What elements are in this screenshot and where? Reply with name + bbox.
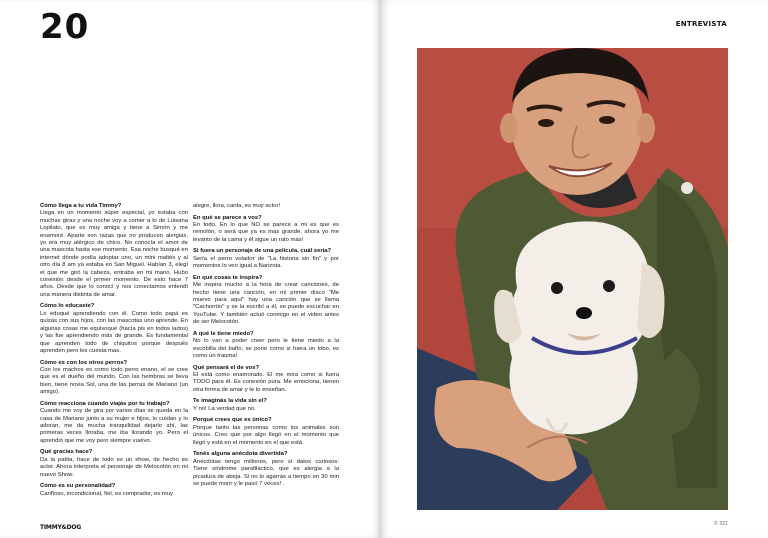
interview-column-1 bbox=[40, 203, 188, 502]
portrait-illustration bbox=[417, 48, 728, 510]
interview-answer: Me inspira mucho a la hora de crear canciones, de hecho tiene una canción, en mi primer disco "Me muevo para aquí" hay una canción que se llama "Cachorrito" y se la escribí a él, se puede escuchar en YouTube. Y también actuó conmigo en el video antes de ser Melocotón. bbox=[193, 282, 339, 326]
interview-item bbox=[193, 398, 339, 413]
portrait-photo bbox=[417, 48, 728, 510]
interview-question: Qué gracias hace? bbox=[40, 449, 93, 456]
interview-item bbox=[193, 365, 339, 395]
jacket-button bbox=[681, 182, 693, 194]
interview-item bbox=[193, 275, 339, 327]
interview-answer: El está como enamorado. El me mira como si fuera TODO para él. Es conexión pura. Me emociona, tienen otra forma de amar y te lo enseñan. bbox=[193, 372, 339, 393]
interview-question: Si fuera un personaje de una película, cuál sería? bbox=[193, 248, 332, 255]
interview-question: En qué cosas te inspira? bbox=[193, 274, 263, 281]
interview-question: Cómo reacciona cuando viajás por tu trabajo? bbox=[40, 400, 170, 407]
interview-item bbox=[193, 331, 339, 361]
interview-item bbox=[40, 483, 188, 498]
interview-answer: No lo van a poder creer pero le tiene miedo a la escobilla del baño, se pone como si fuera un lobo, es como un trauma! bbox=[193, 338, 339, 360]
interview-item bbox=[40, 303, 188, 355]
interview-answer: Cuando me voy de gira por varios días se queda en la casa de Mariano junto a su mujer e hijos, lo cuidan y lo adoran, me da mucha tranquilidad dejarlo ahí, las primeras veces lloraba, me iba llorando yo. Pero el aprendió que me voy pero siempre vuelvo. bbox=[40, 408, 188, 444]
interview-item bbox=[40, 449, 188, 479]
interview-answer: Da la patita, hace de todo es un show, de hecho es actor. Ahora interpreta el personaje de Melocotón en mi nuevo Show. bbox=[40, 456, 188, 478]
interview-item bbox=[40, 360, 188, 397]
dog bbox=[508, 221, 652, 434]
interview-answer: Lo eduqué aprendiendo con él. Como todo papá es quizás con sus hijos, con las mascotas uno aprende. En algunas cosas me equivoqué (hacía pis en todos lados) y las fue aprendiendo más de grande. Es fundamental que aprenden todo de chiquitos porque después aprenden pero les cuesta mas. bbox=[40, 310, 188, 354]
interview-item bbox=[193, 248, 339, 270]
interview-item bbox=[193, 215, 339, 245]
interview-item bbox=[193, 451, 339, 488]
section-label: ENTREVISTA bbox=[675, 20, 727, 28]
interview-question: Te imaginás la vida sin el? bbox=[193, 398, 267, 405]
interview-question: En qué se parece a vos? bbox=[193, 214, 262, 221]
interview-question: Tenés alguna anécdota divertida? bbox=[193, 451, 288, 458]
interview-question: Cómo llega a tu vida Timmy? bbox=[40, 203, 122, 209]
footer-logo: TIMMY&DOG bbox=[40, 524, 82, 531]
interview-item bbox=[40, 401, 188, 445]
interview-column-2 bbox=[193, 203, 339, 493]
interview-question: Cómo es con los otros perros? bbox=[40, 359, 128, 366]
interview-question: Qué pensará el de vos? bbox=[193, 364, 260, 371]
page-number: 20 bbox=[40, 7, 90, 47]
interview-question: A qué le tiene miedo? bbox=[193, 330, 254, 337]
interview-question: Cómo es su personalidad? bbox=[40, 483, 116, 490]
interview-question: Cómo lo educaste? bbox=[40, 303, 95, 310]
right-page bbox=[381, 0, 768, 538]
interview-answer: Porque tanto las personas como los animales son únicos. Creo que por algo llegó en el momento que llegó y está en el momento en el que está. bbox=[193, 424, 339, 446]
interview-item bbox=[193, 203, 339, 210]
interview-item bbox=[193, 417, 339, 447]
interview-answer: Cariñoso, incondicional, fiel, es comprador, es muy bbox=[40, 490, 173, 497]
interview-answer: Anécdotas tengo millones, pero sí datos curiosos: Tiene síndrome parafiláctico, que es alergia a la picadura de abeja. Si no lo agarrás a tiempo en 30 min se puede morir y le pasó 7 veces! . bbox=[193, 458, 339, 487]
interview-answer: Y no! La verdad que no. bbox=[193, 405, 256, 412]
interview-answer: Con los machos es como todo perro enano, el se cree que es el dueño del mundo. Con las hembras se lleva bien, tiene novia Sol, una de las perras de Mariano (un amigo). bbox=[40, 366, 188, 396]
interview-question: Porqué crees que es único? bbox=[193, 417, 272, 424]
interview-item bbox=[40, 203, 188, 299]
footer-page-number: P. 021 bbox=[714, 521, 728, 527]
interview-answer: alegre, llora, canta, es muy actor! bbox=[193, 203, 281, 209]
interview-answer: En todo. En lo que NO se parece a mi es que es remolón, o será que ya es mas grande, ahora yo me levanto de la cama y él sigue un rato más! bbox=[193, 222, 339, 243]
interview-answer: Llega en un momento súper especial, yo estaba con muchas giras y una noche voy a comer a lo de Luisana Lopilato, que es muy amiga y tiene a Simón y me enamoré. Aparte son razas que no producen alergias, yo era muy alérgico de chico. No conocía el amor de una mascota hasta ese momento. Esa noche busqué en internet dónde podía adoptar uno, un mini maltés y al otro día 8 am ya estaba en San Miguel. Habían 3, elegí el que me giró la cabeza, entraba en mi mano. Hubo conexión desde el primer momento. De esto hace 7 años. Desde que lo conocí y nos conectamos entendí una manera distinta de amar. bbox=[40, 210, 188, 298]
left-page bbox=[0, 0, 381, 538]
interview-answer: Sería el perro volador de "La historia sin fin" y por momentos lo veo igual a Narizota. bbox=[193, 255, 339, 270]
